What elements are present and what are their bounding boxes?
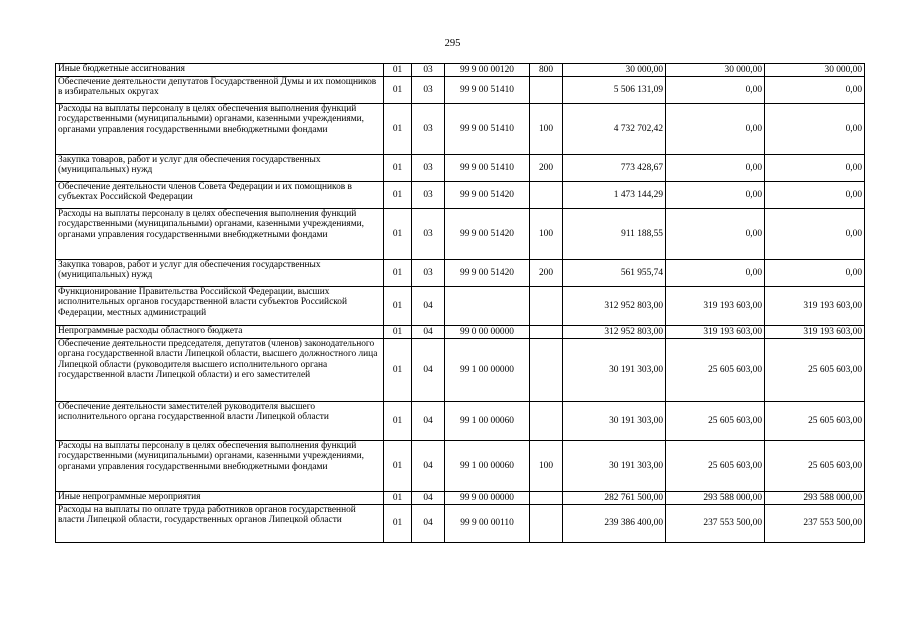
amount-year2-cell: 0,00: [666, 77, 765, 104]
amount-year3-cell: 0,00: [765, 155, 865, 182]
page-number: 295: [444, 38, 461, 49]
amount-year1-cell: 1 473 144,29: [563, 182, 666, 209]
expense-type-cell: 100: [530, 209, 563, 260]
amount-year3-cell: 25 605 603,00: [765, 339, 865, 402]
expense-type-cell: [530, 339, 563, 402]
subsection-code-cell: 03: [412, 209, 445, 260]
table-row: [56, 182, 865, 209]
amount-year3-cell: 293 588 000,00: [765, 492, 865, 505]
amount-year1-cell: 911 188,55: [563, 209, 666, 260]
target-article-cell: 99 9 00 51420: [445, 209, 530, 260]
section-code-cell: 01: [384, 155, 412, 182]
subsection-code-cell: 03: [412, 64, 445, 77]
expense-type-cell: [530, 505, 563, 543]
table-row: [56, 104, 865, 155]
target-article-cell: 99 9 00 00120: [445, 64, 530, 77]
amount-year2-cell: 0,00: [666, 104, 765, 155]
budget-table: [55, 63, 865, 543]
target-article-cell: [445, 287, 530, 326]
subsection-code-cell: 04: [412, 339, 445, 402]
amount-year1-cell: 312 952 803,00: [563, 287, 666, 326]
amount-year1-cell: 561 955,74: [563, 260, 666, 287]
budget-table-body: [56, 64, 865, 543]
expense-type-cell: 200: [530, 155, 563, 182]
amount-year2-cell: 30 000,00: [666, 64, 765, 77]
amount-year1-cell: 30 000,00: [563, 64, 666, 77]
section-code-cell: 01: [384, 505, 412, 543]
section-code-cell: 01: [384, 260, 412, 287]
row-name-cell: Обеспечение деятельности членов Совета Федерации и их помощников в субъектах Российской Федерации: [56, 182, 384, 209]
row-name-cell: Обеспечение деятельности заместителей руководителя высшего исполнительного органа государственной власти Липецкой области: [56, 402, 384, 441]
expense-type-cell: [530, 287, 563, 326]
expense-type-cell: [530, 326, 563, 339]
target-article-cell: 99 9 00 51410: [445, 155, 530, 182]
section-code-cell: 01: [384, 339, 412, 402]
target-article-cell: 99 9 00 51410: [445, 104, 530, 155]
subsection-code-cell: 03: [412, 77, 445, 104]
amount-year3-cell: 319 193 603,00: [765, 326, 865, 339]
amount-year3-cell: 319 193 603,00: [765, 287, 865, 326]
table-row: [56, 77, 865, 104]
amount-year1-cell: 239 386 400,00: [563, 505, 666, 543]
target-article-cell: 99 9 00 51420: [445, 182, 530, 209]
table-row: [56, 155, 865, 182]
table-row: [56, 402, 865, 441]
target-article-cell: 99 0 00 00000: [445, 326, 530, 339]
target-article-cell: 99 1 00 00060: [445, 441, 530, 492]
expense-type-cell: 100: [530, 441, 563, 492]
table-row: [56, 287, 865, 326]
row-name-cell: Расходы на выплаты персоналу в целях обеспечения выполнения функций государственными (муниципальными) органами, казенными учреждениями, органами управления государственными внебюджетными фондами: [56, 209, 384, 260]
row-name-cell: Расходы на выплаты по оплате труда работников органов государственной власти Липецкой области, государственных органов Липецкой области: [56, 505, 384, 543]
expense-type-cell: 800: [530, 64, 563, 77]
table-row: [56, 339, 865, 402]
target-article-cell: 99 1 00 00060: [445, 402, 530, 441]
subsection-code-cell: 04: [412, 326, 445, 339]
table-row: [56, 492, 865, 505]
expense-type-cell: [530, 182, 563, 209]
subsection-code-cell: 03: [412, 104, 445, 155]
subsection-code-cell: 04: [412, 505, 445, 543]
row-name-cell: Иные непрограммные мероприятия: [56, 492, 384, 505]
section-code-cell: 01: [384, 287, 412, 326]
section-code-cell: 01: [384, 182, 412, 209]
row-name-cell: Закупка товаров, работ и услуг для обеспечения государственных (муниципальных) нужд: [56, 155, 384, 182]
amount-year2-cell: 0,00: [666, 155, 765, 182]
amount-year2-cell: 319 193 603,00: [666, 287, 765, 326]
section-code-cell: 01: [384, 441, 412, 492]
row-name-cell: Обеспечение деятельности председателя, депутатов (членов) законодательного органа государственной власти Липецкой области, высшего должностного лица Липецкой области (руководителя высшего исполнительного органа государственной власти Липецкой области) и его заместителей: [56, 339, 384, 402]
table-row: [56, 209, 865, 260]
row-name-cell: Иные бюджетные ассигнования: [56, 64, 384, 77]
subsection-code-cell: 04: [412, 402, 445, 441]
amount-year3-cell: 0,00: [765, 209, 865, 260]
expense-type-cell: [530, 402, 563, 441]
amount-year2-cell: 0,00: [666, 209, 765, 260]
amount-year3-cell: 0,00: [765, 104, 865, 155]
amount-year3-cell: 30 000,00: [765, 64, 865, 77]
amount-year1-cell: 30 191 303,00: [563, 441, 666, 492]
amount-year1-cell: 282 761 500,00: [563, 492, 666, 505]
amount-year1-cell: 30 191 303,00: [563, 339, 666, 402]
amount-year2-cell: 25 605 603,00: [666, 441, 765, 492]
target-article-cell: 99 9 00 00000: [445, 492, 530, 505]
subsection-code-cell: 03: [412, 182, 445, 209]
amount-year2-cell: 0,00: [666, 260, 765, 287]
table-row: [56, 505, 865, 543]
row-name-cell: Закупка товаров, работ и услуг для обеспечения государственных (муниципальных) нужд: [56, 260, 384, 287]
expense-type-cell: [530, 77, 563, 104]
amount-year2-cell: 25 605 603,00: [666, 339, 765, 402]
expense-type-cell: [530, 492, 563, 505]
amount-year3-cell: 0,00: [765, 77, 865, 104]
row-name-cell: Расходы на выплаты персоналу в целях обеспечения выполнения функций государственными (муниципальными) органами, казенными учреждениями, органами управления государственными внебюджетными фондами: [56, 104, 384, 155]
amount-year1-cell: 5 506 131,09: [563, 77, 666, 104]
subsection-code-cell: 03: [412, 260, 445, 287]
row-name-cell: Обеспечение деятельности депутатов Государственной Думы и их помощников в избирательных округах: [56, 77, 384, 104]
amount-year2-cell: 237 553 500,00: [666, 505, 765, 543]
table-row: [56, 326, 865, 339]
expense-type-cell: 100: [530, 104, 563, 155]
row-name-cell: Функционирование Правительства Российской Федерации, высших исполнительных органов государственной власти субъектов Российской Федерации, местных администраций: [56, 287, 384, 326]
row-name-cell: Расходы на выплаты персоналу в целях обеспечения выполнения функций государственными (муниципальными) органами, казенными учреждениями, органами управления государственными внебюджетными фондами: [56, 441, 384, 492]
section-code-cell: 01: [384, 492, 412, 505]
amount-year1-cell: 4 732 702,42: [563, 104, 666, 155]
amount-year1-cell: 773 428,67: [563, 155, 666, 182]
target-article-cell: 99 9 00 00110: [445, 505, 530, 543]
target-article-cell: 99 9 00 51410: [445, 77, 530, 104]
amount-year2-cell: 293 588 000,00: [666, 492, 765, 505]
amount-year3-cell: 25 605 603,00: [765, 441, 865, 492]
amount-year3-cell: 0,00: [765, 182, 865, 209]
subsection-code-cell: 03: [412, 155, 445, 182]
amount-year1-cell: 30 191 303,00: [563, 402, 666, 441]
table-row: [56, 64, 865, 77]
amount-year2-cell: 0,00: [666, 182, 765, 209]
amount-year2-cell: 25 605 603,00: [666, 402, 765, 441]
target-article-cell: 99 9 00 51420: [445, 260, 530, 287]
section-code-cell: 01: [384, 209, 412, 260]
section-code-cell: 01: [384, 104, 412, 155]
amount-year3-cell: 0,00: [765, 260, 865, 287]
amount-year2-cell: 319 193 603,00: [666, 326, 765, 339]
amount-year3-cell: 237 553 500,00: [765, 505, 865, 543]
section-code-cell: 01: [384, 402, 412, 441]
section-code-cell: 01: [384, 326, 412, 339]
expense-type-cell: 200: [530, 260, 563, 287]
subsection-code-cell: 04: [412, 287, 445, 326]
row-name-cell: Непрограммные расходы областного бюджета: [56, 326, 384, 339]
section-code-cell: 01: [384, 64, 412, 77]
target-article-cell: 99 1 00 00000: [445, 339, 530, 402]
amount-year1-cell: 312 952 803,00: [563, 326, 666, 339]
section-code-cell: 01: [384, 77, 412, 104]
table-row: [56, 260, 865, 287]
subsection-code-cell: 04: [412, 441, 445, 492]
table-row: [56, 441, 865, 492]
subsection-code-cell: 04: [412, 492, 445, 505]
amount-year3-cell: 25 605 603,00: [765, 402, 865, 441]
